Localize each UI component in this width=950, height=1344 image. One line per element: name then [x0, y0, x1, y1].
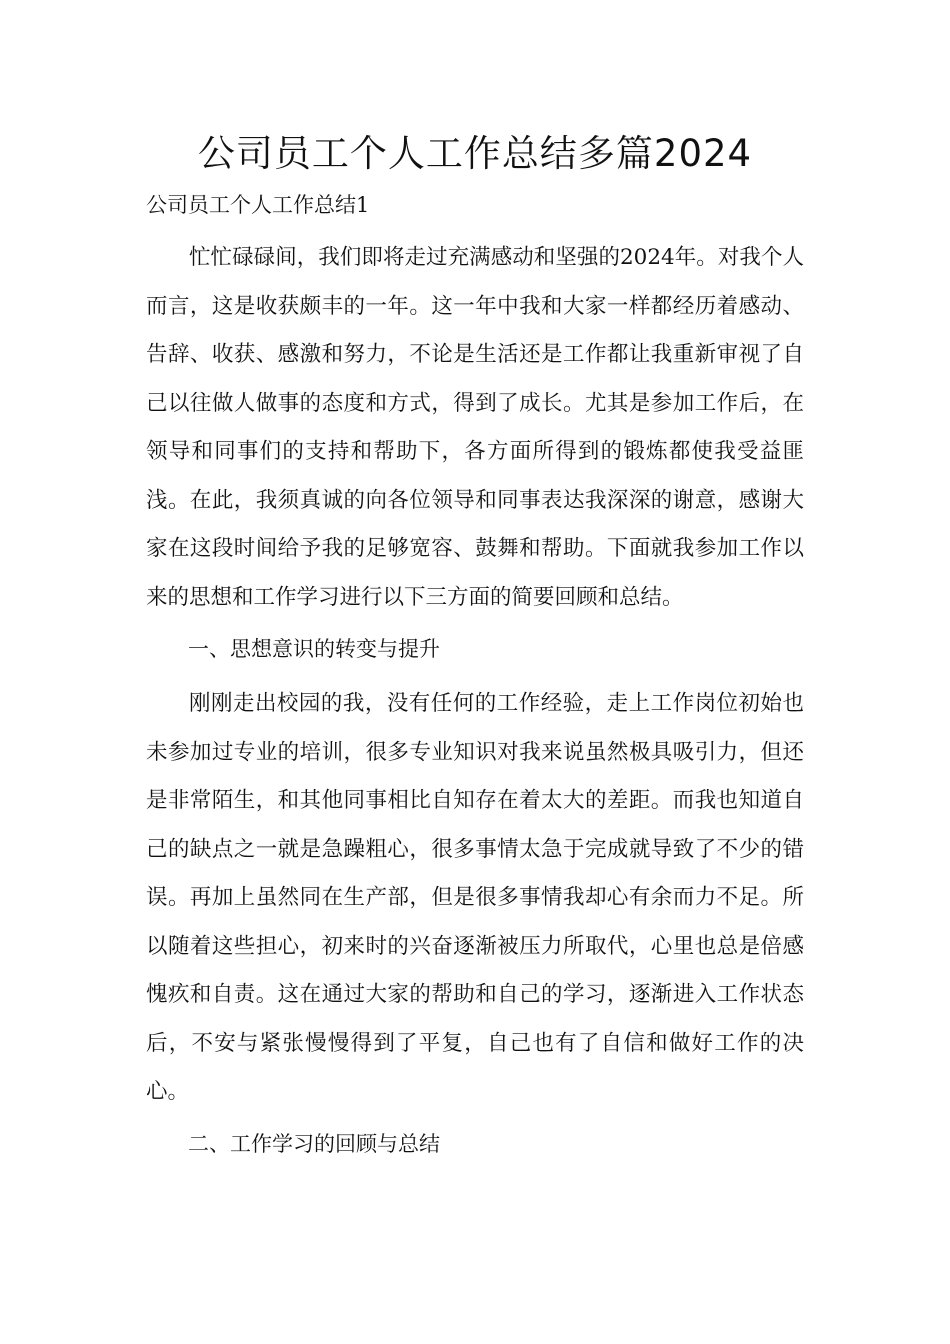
section-heading-2: 二、工作学习的回顾与总结 — [188, 1131, 440, 1156]
document-subtitle: 公司员工个人工作总结1 — [146, 193, 370, 217]
document-title: 公司员工个人工作总结多篇2024 — [197, 132, 753, 175]
section-heading-1: 一、思想意识的转变与提升 — [188, 637, 440, 661]
document-body — [146, 234, 804, 1159]
paragraph-section-1: 刚刚走出校园的我，没有任何的工作经验，走上工作岗位初始也未参加过专业的培训，很多专业知识对我来说虽然极具吸引力，但还是非常陌生，和其他同事相比自知存在着太大的差距。而我也知道自己的缺点之一就是急躁粗心，很多事情太急于完成就导致了不少的错误。再加上虽然同在生产部，但是很多事情我却心有余而力不足。所以随着这些担心，初来时的兴奋逐渐被压力所取代，心里也总是倍感愧疚和自责。这在通过大家的帮助和自己的学习，逐渐进入工作状态后，不安与紧张慢慢得到了平复，自己也有了自信和做好工作的决心。 — [146, 691, 804, 1104]
paragraph-intro: 忙忙碌碌间，我们即将走过充满感动和坚强的2024年。对我个人而言，这是收获颇丰的一年。这一年中我和大家一样都经历着感动、告辞、收获、感激和努力，不论是生活还是工作都让我重新审视了自己以往做人做事的态度和方式，得到了成长。尤其是参加工作后，在领导和同事们的支持和帮助下，各方面所得到的锻炼都使我受益匪浅。在此，我须真诚的向各位领导和同事表达我深深的谢意，感谢大家在这段时间给予我的足够宽容、鼓舞和帮助。下面就我参加工作以来的思想和工作学习进行以下三方面的简要回顾和总结。 — [146, 245, 804, 610]
